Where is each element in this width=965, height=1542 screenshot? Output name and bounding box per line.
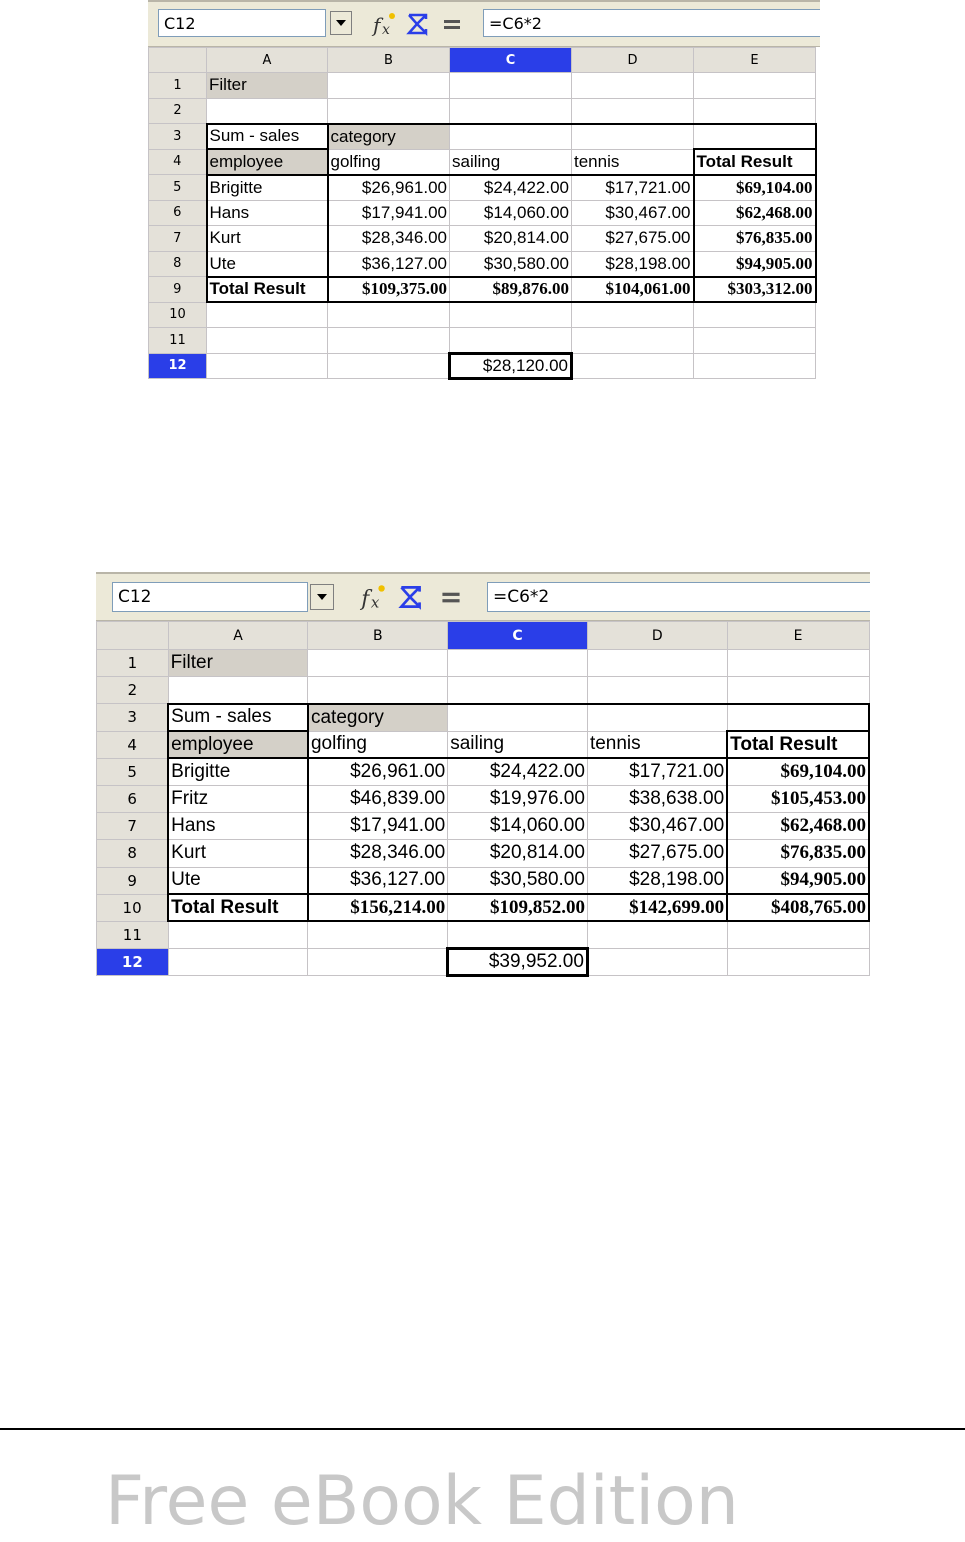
- cell[interactable]: tennis: [572, 149, 694, 175]
- cell[interactable]: [727, 650, 869, 677]
- cell[interactable]: $30,467.00: [572, 200, 694, 226]
- function-wizard-button[interactable]: [370, 10, 398, 38]
- cell[interactable]: [694, 124, 816, 150]
- function-wizard-icon: [370, 10, 398, 38]
- cell[interactable]: [450, 98, 572, 124]
- cell[interactable]: $17,721.00: [572, 175, 694, 201]
- cell[interactable]: $408,765.00: [727, 894, 869, 921]
- cell[interactable]: $62,468.00: [694, 200, 816, 226]
- column-header-e[interactable]: E: [694, 48, 816, 73]
- cell[interactable]: [587, 921, 727, 948]
- cell[interactable]: Brigitte: [168, 758, 308, 785]
- equals-icon: [438, 582, 464, 612]
- cell[interactable]: sailing: [450, 149, 572, 175]
- equals-button[interactable]: [438, 582, 464, 612]
- spreadsheet-grid: [96, 621, 870, 977]
- row-header[interactable]: 2: [97, 677, 169, 704]
- cell[interactable]: $36,127.00: [328, 251, 450, 277]
- toolbar-border: [96, 572, 870, 574]
- row-header[interactable]: 4: [97, 731, 169, 758]
- row-header[interactable]: 7: [149, 226, 207, 252]
- cell[interactable]: [308, 677, 448, 704]
- cell[interactable]: [450, 124, 572, 150]
- cell[interactable]: $24,422.00: [450, 175, 572, 201]
- row-header[interactable]: 4: [149, 149, 207, 175]
- cell[interactable]: employee: [168, 731, 308, 758]
- column-header-c[interactable]: C: [448, 622, 588, 650]
- name-box[interactable]: C12: [112, 582, 308, 612]
- cell[interactable]: $94,905.00: [694, 251, 816, 277]
- cell[interactable]: [168, 921, 308, 948]
- cell[interactable]: [694, 73, 816, 99]
- row-header[interactable]: 11: [149, 328, 207, 354]
- cell[interactable]: $62,468.00: [727, 813, 869, 840]
- cell[interactable]: $19,976.00: [448, 785, 588, 812]
- cell[interactable]: [207, 98, 328, 124]
- cell[interactable]: [572, 124, 694, 150]
- cell[interactable]: Hans: [207, 200, 328, 226]
- cell[interactable]: [727, 704, 869, 731]
- cell[interactable]: Brigitte: [207, 175, 328, 201]
- cell[interactable]: $69,104.00: [694, 175, 816, 201]
- column-header-b[interactable]: B: [328, 48, 450, 73]
- cell[interactable]: Kurt: [168, 840, 308, 867]
- name-box[interactable]: C12: [158, 9, 326, 37]
- row-header[interactable]: 5: [97, 758, 169, 785]
- cell[interactable]: $94,905.00: [727, 867, 869, 894]
- row-header[interactable]: 11: [97, 921, 169, 948]
- equals-button[interactable]: [440, 10, 464, 38]
- cell[interactable]: [587, 650, 727, 677]
- sum-button[interactable]: [404, 10, 432, 38]
- cell[interactable]: [694, 353, 816, 379]
- cell[interactable]: $69,104.00: [727, 758, 869, 785]
- cell[interactable]: [450, 302, 572, 328]
- footer-divider: [0, 1428, 965, 1430]
- cell[interactable]: [448, 921, 588, 948]
- cell[interactable]: [328, 302, 450, 328]
- footer-watermark: Free eBook Edition: [105, 1462, 739, 1541]
- cell[interactable]: [694, 328, 816, 354]
- cell[interactable]: $17,721.00: [587, 758, 727, 785]
- cell[interactable]: Filter: [168, 650, 308, 677]
- svg-text:f: f: [373, 13, 381, 37]
- formula-toolbar: [96, 572, 870, 621]
- cell[interactable]: $28,346.00: [328, 226, 450, 252]
- cell[interactable]: Fritz: [168, 785, 308, 812]
- cell[interactable]: $30,580.00: [450, 251, 572, 277]
- row-header[interactable]: 6: [149, 200, 207, 226]
- sum-button[interactable]: [396, 582, 426, 612]
- column-header-d[interactable]: D: [587, 622, 727, 650]
- cell[interactable]: Total Result: [168, 894, 308, 921]
- cell[interactable]: [572, 353, 694, 379]
- cell[interactable]: $28,198.00: [572, 251, 694, 277]
- cell[interactable]: [587, 677, 727, 704]
- row-header-active[interactable]: 12: [97, 949, 169, 976]
- row-header[interactable]: 2: [149, 98, 207, 124]
- cell[interactable]: Ute: [207, 251, 328, 277]
- cell[interactable]: $156,214.00: [308, 894, 448, 921]
- row-header[interactable]: 3: [149, 124, 207, 150]
- cell[interactable]: $28,198.00: [587, 867, 727, 894]
- cell[interactable]: [450, 73, 572, 99]
- cell[interactable]: $27,675.00: [587, 840, 727, 867]
- cell[interactable]: $76,835.00: [694, 226, 816, 252]
- function-wizard-button[interactable]: [358, 582, 388, 612]
- spreadsheet-grid: [148, 47, 817, 380]
- selected-cell[interactable]: $28,120.00: [450, 353, 572, 379]
- cell[interactable]: $26,961.00: [328, 175, 450, 201]
- cell[interactable]: Sum - sales: [207, 124, 328, 150]
- cell[interactable]: $142,699.00: [587, 894, 727, 921]
- cell[interactable]: category: [328, 124, 450, 150]
- cell[interactable]: [308, 949, 448, 976]
- cell[interactable]: [587, 704, 727, 731]
- svg-text:f: f: [361, 586, 370, 612]
- cell[interactable]: [328, 98, 450, 124]
- selected-cell[interactable]: $39,952.00: [448, 949, 588, 976]
- formula-input[interactable]: =C6*2: [487, 582, 870, 612]
- cell[interactable]: [727, 949, 869, 976]
- cell[interactable]: [448, 704, 588, 731]
- cell[interactable]: [207, 302, 328, 328]
- svg-text:x: x: [370, 593, 380, 612]
- cell[interactable]: [328, 328, 450, 354]
- cell[interactable]: [572, 98, 694, 124]
- cell[interactable]: Total Result: [727, 731, 869, 758]
- cell[interactable]: Kurt: [207, 226, 328, 252]
- cell[interactable]: [572, 302, 694, 328]
- column-header-a[interactable]: A: [207, 48, 328, 73]
- cell[interactable]: $27,675.00: [572, 226, 694, 252]
- cell[interactable]: $46,839.00: [308, 785, 448, 812]
- cell[interactable]: $104,061.00: [572, 277, 694, 303]
- equals-icon: [440, 10, 464, 38]
- row-header[interactable]: 10: [97, 894, 169, 921]
- cell[interactable]: Filter: [207, 73, 328, 99]
- spreadsheet-screenshot-2: [96, 572, 870, 980]
- cell[interactable]: $38,638.00: [587, 785, 727, 812]
- cell[interactable]: $30,580.00: [448, 867, 588, 894]
- cell[interactable]: $24,422.00: [448, 758, 588, 785]
- chevron-down-icon: [336, 20, 346, 26]
- cell[interactable]: $20,814.00: [448, 840, 588, 867]
- column-header-e[interactable]: E: [727, 622, 869, 650]
- cell[interactable]: $14,060.00: [450, 200, 572, 226]
- cell[interactable]: [328, 353, 450, 379]
- cell[interactable]: $17,941.00: [308, 813, 448, 840]
- row-header[interactable]: 9: [97, 867, 169, 894]
- cell[interactable]: [328, 73, 450, 99]
- row-header[interactable]: 8: [97, 840, 169, 867]
- cell[interactable]: $76,835.00: [727, 840, 869, 867]
- spreadsheet-screenshot-1: [148, 0, 820, 387]
- row-header[interactable]: 5: [149, 175, 207, 201]
- row-header[interactable]: 1: [97, 650, 169, 677]
- cell[interactable]: Total Result: [694, 149, 816, 175]
- svg-text:x: x: [382, 22, 390, 38]
- row-header[interactable]: 6: [97, 785, 169, 812]
- cell[interactable]: $30,467.00: [587, 813, 727, 840]
- formula-toolbar: [148, 0, 820, 47]
- cell[interactable]: [207, 353, 328, 379]
- formula-input[interactable]: =C6*2: [483, 9, 820, 37]
- sum-icon: [396, 582, 426, 612]
- cell[interactable]: $26,961.00: [308, 758, 448, 785]
- cell[interactable]: [694, 302, 816, 328]
- cell[interactable]: category: [308, 704, 448, 731]
- cell[interactable]: [207, 328, 328, 354]
- cell[interactable]: tennis: [587, 731, 727, 758]
- function-wizard-icon: [358, 582, 388, 612]
- chevron-down-icon: [317, 594, 327, 600]
- cell[interactable]: Hans: [168, 813, 308, 840]
- name-box-dropdown[interactable]: [330, 11, 352, 35]
- cell[interactable]: [308, 650, 448, 677]
- select-all-corner[interactable]: [97, 622, 169, 650]
- row-header[interactable]: 7: [97, 813, 169, 840]
- cell[interactable]: [448, 677, 588, 704]
- cell[interactable]: $303,312.00: [694, 277, 816, 303]
- name-box-dropdown[interactable]: [310, 584, 334, 610]
- toolbar-border: [148, 0, 820, 2]
- cell[interactable]: $28,346.00: [308, 840, 448, 867]
- cell[interactable]: Sum - sales: [168, 704, 308, 731]
- cell[interactable]: golfing: [328, 149, 450, 175]
- cell[interactable]: [572, 73, 694, 99]
- cell[interactable]: [727, 921, 869, 948]
- cell[interactable]: [168, 677, 308, 704]
- row-header[interactable]: 10: [149, 302, 207, 328]
- row-header[interactable]: 1: [149, 73, 207, 99]
- cell[interactable]: [308, 921, 448, 948]
- select-all-corner[interactable]: [149, 48, 207, 73]
- cell[interactable]: $109,375.00: [328, 277, 450, 303]
- column-header-a[interactable]: A: [168, 622, 308, 650]
- cell[interactable]: [587, 949, 727, 976]
- row-header[interactable]: 9: [149, 277, 207, 303]
- row-header[interactable]: 8: [149, 251, 207, 277]
- cell[interactable]: $17,941.00: [328, 200, 450, 226]
- row-header-active[interactable]: 12: [149, 353, 207, 379]
- cell[interactable]: $109,852.00: [448, 894, 588, 921]
- cell[interactable]: [727, 677, 869, 704]
- cell[interactable]: employee: [207, 149, 328, 175]
- cell[interactable]: [168, 949, 308, 976]
- cell[interactable]: Total Result: [207, 277, 328, 303]
- cell[interactable]: $105,453.00: [727, 785, 869, 812]
- cell[interactable]: [450, 328, 572, 354]
- sum-icon: [404, 10, 432, 38]
- cell[interactable]: Ute: [168, 867, 308, 894]
- cell[interactable]: [572, 328, 694, 354]
- cell[interactable]: $14,060.00: [448, 813, 588, 840]
- cell[interactable]: [448, 650, 588, 677]
- cell[interactable]: $89,876.00: [450, 277, 572, 303]
- cell[interactable]: $20,814.00: [450, 226, 572, 252]
- row-header[interactable]: 3: [97, 704, 169, 731]
- column-header-c[interactable]: C: [450, 48, 572, 73]
- cell[interactable]: [694, 98, 816, 124]
- column-header-d[interactable]: D: [572, 48, 694, 73]
- cell[interactable]: golfing: [308, 731, 448, 758]
- cell[interactable]: $36,127.00: [308, 867, 448, 894]
- cell[interactable]: sailing: [448, 731, 588, 758]
- column-header-b[interactable]: B: [308, 622, 448, 650]
